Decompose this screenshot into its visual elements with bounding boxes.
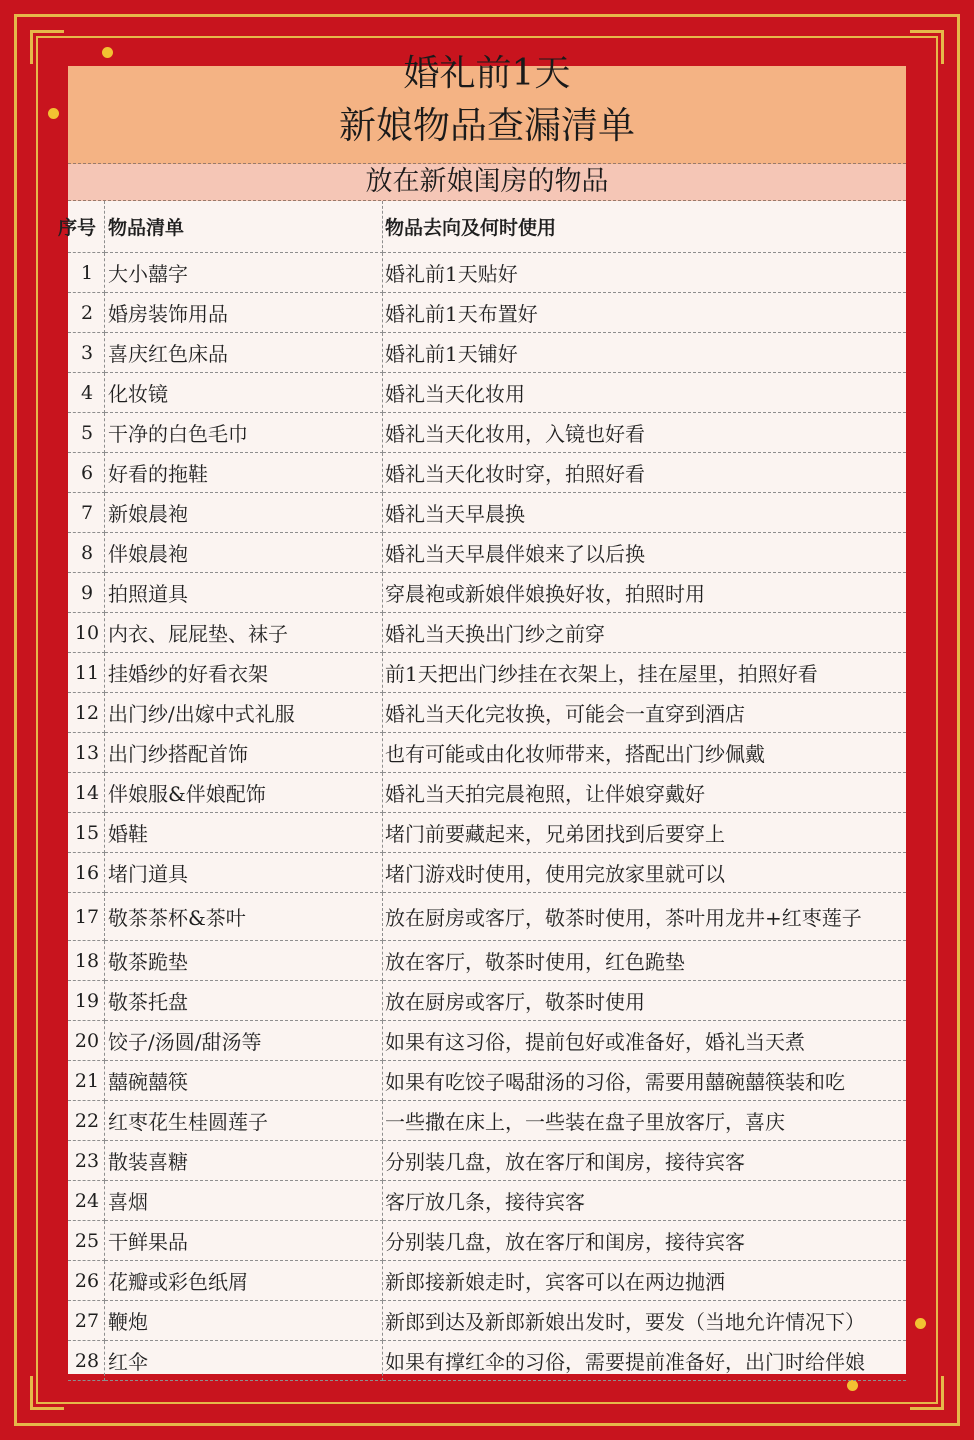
table-row [68, 613, 906, 653]
row-index: 4 [68, 373, 105, 413]
table-row [68, 253, 906, 293]
header-item: 物品清单 [105, 201, 383, 253]
table-row [68, 573, 906, 613]
table-row [68, 733, 906, 773]
table-row [68, 813, 906, 853]
row-item: 干鲜果品 [105, 1221, 383, 1261]
row-usage: 婚礼当天化妆用，入镜也好看 [383, 413, 907, 453]
title-line-1: 婚礼前1天 [403, 53, 571, 94]
table-row [68, 1141, 906, 1181]
row-usage: 也有可能或由化妆师带来，搭配出门纱佩戴 [383, 733, 907, 773]
row-index: 2 [68, 293, 105, 333]
row-item: 鞭炮 [105, 1301, 383, 1341]
row-item: 内衣、屁屁垫、袜子 [105, 613, 383, 653]
row-usage: 如果有这习俗，提前包好或准备好，婚礼当天煮 [383, 1021, 907, 1061]
table-row [68, 1181, 906, 1221]
row-item: 大小囍字 [105, 253, 383, 293]
row-index: 8 [68, 533, 105, 573]
table-row [68, 1061, 906, 1101]
corner-ornament [910, 30, 944, 64]
row-item: 红伞 [105, 1341, 383, 1381]
row-item: 喜庆红色床品 [105, 333, 383, 373]
row-index: 17 [68, 893, 105, 941]
row-item: 新娘晨袍 [105, 493, 383, 533]
corner-ornament [30, 1376, 64, 1410]
table-header-row [68, 201, 906, 253]
row-index: 27 [68, 1301, 105, 1341]
header-index: 序号 [68, 201, 105, 253]
row-index: 23 [68, 1141, 105, 1181]
gold-dot [48, 108, 59, 119]
row-usage: 婚礼当天化完妆换，可能会一直穿到酒店 [383, 693, 907, 733]
table-row [68, 1101, 906, 1141]
row-item: 敬茶茶杯&茶叶 [105, 893, 383, 941]
row-usage: 婚礼当天化妆用 [383, 373, 907, 413]
row-index: 5 [68, 413, 105, 453]
row-usage: 堵门游戏时使用，使用完放家里就可以 [383, 853, 907, 893]
row-item: 挂婚纱的好看衣架 [105, 653, 383, 693]
row-index: 24 [68, 1181, 105, 1221]
corner-ornament [30, 30, 64, 64]
row-index: 26 [68, 1261, 105, 1301]
row-index: 6 [68, 453, 105, 493]
row-index: 10 [68, 613, 105, 653]
gold-dot [847, 1380, 858, 1391]
row-usage: 客厅放几条，接待宾客 [383, 1181, 907, 1221]
row-index: 11 [68, 653, 105, 693]
row-usage: 婚礼前1天贴好 [383, 253, 907, 293]
row-index: 15 [68, 813, 105, 853]
row-usage: 一些撒在床上，一些装在盘子里放客厅，喜庆 [383, 1101, 907, 1141]
row-item: 敬茶跪垫 [105, 941, 383, 981]
row-item: 好看的拖鞋 [105, 453, 383, 493]
row-usage: 分别装几盘，放在客厅和闺房，接待宾客 [383, 1221, 907, 1261]
row-item: 出门纱/出嫁中式礼服 [105, 693, 383, 733]
table-row [68, 493, 906, 533]
row-item: 花瓣或彩色纸屑 [105, 1261, 383, 1301]
row-item: 囍碗囍筷 [105, 1061, 383, 1101]
row-item: 散装喜糖 [105, 1141, 383, 1181]
table-row [68, 1221, 906, 1261]
row-item: 拍照道具 [105, 573, 383, 613]
row-index: 20 [68, 1021, 105, 1061]
row-item: 敬茶托盘 [105, 981, 383, 1021]
row-index: 28 [68, 1341, 105, 1381]
row-index: 3 [68, 333, 105, 373]
row-item: 婚鞋 [105, 813, 383, 853]
row-item: 红枣花生桂圆莲子 [105, 1101, 383, 1141]
row-index: 16 [68, 853, 105, 893]
row-item: 堵门道具 [105, 853, 383, 893]
checklist-table [58, 201, 906, 1381]
table-row [68, 1341, 906, 1381]
row-index: 19 [68, 981, 105, 1021]
table-row [68, 373, 906, 413]
row-usage: 如果有吃饺子喝甜汤的习俗，需要用囍碗囍筷装和吃 [383, 1061, 907, 1101]
title-banner [68, 53, 906, 164]
row-index: 25 [68, 1221, 105, 1261]
row-item: 出门纱搭配首饰 [105, 733, 383, 773]
row-usage: 分别装几盘，放在客厅和闺房，接待宾客 [383, 1141, 907, 1181]
table-row [68, 693, 906, 733]
row-index: 14 [68, 773, 105, 813]
row-usage: 婚礼当天早晨换 [383, 493, 907, 533]
row-usage: 堵门前要藏起来，兄弟团找到后要穿上 [383, 813, 907, 853]
row-index: 7 [68, 493, 105, 533]
row-usage: 如果有撑红伞的习俗，需要提前准备好，出门时给伴娘 [383, 1341, 907, 1381]
table-row [68, 333, 906, 373]
row-usage: 放在厨房或客厅，敬茶时使用，茶叶用龙井+红枣莲子 [383, 893, 907, 941]
row-index: 22 [68, 1101, 105, 1141]
row-item: 喜烟 [105, 1181, 383, 1221]
checklist-panel [58, 53, 906, 1374]
row-index: 21 [68, 1061, 105, 1101]
row-item: 伴娘晨袍 [105, 533, 383, 573]
row-index: 12 [68, 693, 105, 733]
table-row [68, 941, 906, 981]
table-row [68, 293, 906, 333]
section-title: 放在新娘闺房的物品 [68, 164, 906, 201]
row-usage: 新郎到达及新郎新娘出发时，要发（当地允许情况下） [383, 1301, 907, 1341]
row-usage: 新郎接新娘走时，宾客可以在两边抛洒 [383, 1261, 907, 1301]
table-row [68, 453, 906, 493]
table-row [68, 653, 906, 693]
table-row [68, 893, 906, 941]
row-usage: 前1天把出门纱挂在衣架上，挂在屋里，拍照好看 [383, 653, 907, 693]
row-usage: 婚礼前1天布置好 [383, 293, 907, 333]
table-row [68, 853, 906, 893]
row-item: 干净的白色毛巾 [105, 413, 383, 453]
header-usage: 物品去向及何时使用 [383, 201, 907, 253]
table-row [68, 1301, 906, 1341]
row-usage: 婚礼当天换出门纱之前穿 [383, 613, 907, 653]
row-usage: 婚礼当天早晨伴娘来了以后换 [383, 533, 907, 573]
table-row [68, 981, 906, 1021]
row-usage: 婚礼当天拍完晨袍照，让伴娘穿戴好 [383, 773, 907, 813]
row-index: 13 [68, 733, 105, 773]
row-usage: 放在厨房或客厅，敬茶时使用 [383, 981, 907, 1021]
row-index: 9 [68, 573, 105, 613]
row-usage: 穿晨袍或新娘伴娘换好妆，拍照时用 [383, 573, 907, 613]
table-row [68, 413, 906, 453]
row-item: 伴娘服&伴娘配饰 [105, 773, 383, 813]
row-usage: 放在客厅，敬茶时使用，红色跪垫 [383, 941, 907, 981]
row-item: 饺子/汤圆/甜汤等 [105, 1021, 383, 1061]
gold-dot [915, 1318, 926, 1329]
row-index: 1 [68, 253, 105, 293]
row-index: 18 [68, 941, 105, 981]
table-row [68, 533, 906, 573]
row-usage: 婚礼前1天铺好 [383, 333, 907, 373]
table-row [68, 773, 906, 813]
page-title: 新娘物品查漏清单 [339, 104, 635, 147]
row-usage: 婚礼当天化妆时穿，拍照好看 [383, 453, 907, 493]
row-item: 婚房装饰用品 [105, 293, 383, 333]
table-row [68, 1021, 906, 1061]
corner-ornament [910, 1376, 944, 1410]
table-row [68, 1261, 906, 1301]
row-item: 化妆镜 [105, 373, 383, 413]
